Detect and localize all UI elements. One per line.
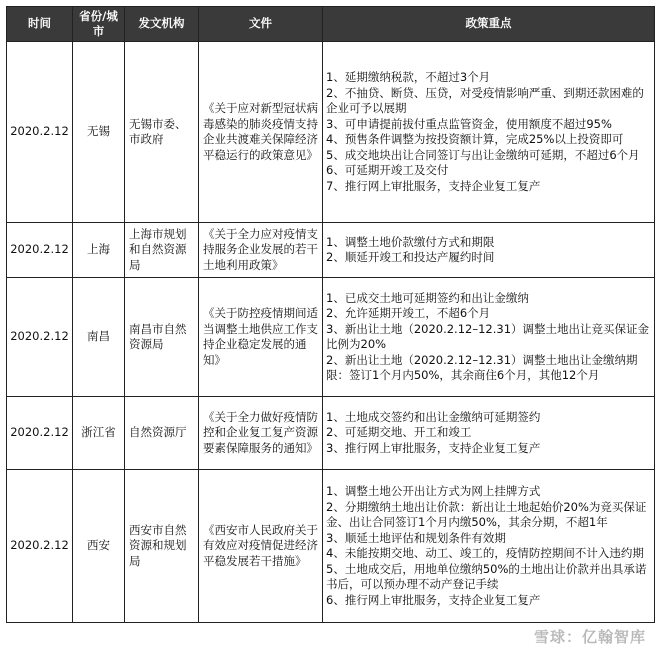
document-cell: 《西安市人民政府关于有效应对疫情促进经济平稳发展若干措施》 <box>199 470 323 623</box>
date-cell: 2020.2.12 <box>7 223 73 278</box>
date-cell: 2020.2.12 <box>7 470 73 623</box>
policy-point: 2、允许延期开竣工，不超6个月 <box>326 306 491 320</box>
agency-cell: 西安市自然资源和规划局 <box>125 470 199 623</box>
policy-point: 7、推行网上审批服务，支持企业复工复产 <box>326 178 541 193</box>
header-row <box>7 7 655 42</box>
city-cell: 上海 <box>73 223 125 278</box>
document-cell: 《关于防控疫情期间适当调整土地供应工作支持企业稳定发展的通知》 <box>199 278 323 397</box>
document-cell: 《关于全力做好疫情防控和企业复工复产资源要素保障服务的通知》 <box>199 397 323 470</box>
policy-point: 3、可申请提前拔付重点监管资金，使用额度不超过95% <box>326 116 612 131</box>
date-cell: 2020.2.12 <box>7 397 73 470</box>
header-agency: 发文机构 <box>125 7 199 42</box>
header-document: 文件 <box>199 7 323 42</box>
agency-cell: 自然资源厅 <box>125 397 199 470</box>
policy-table <box>6 6 655 623</box>
agency-cell: 无锡市委、市政府 <box>125 42 199 223</box>
policy-point: 1、已成交土地可延期签约和出让金缴纳 <box>326 290 529 305</box>
document-cell: 《关于全力应对疫情支持服务企业发展的若干土地利用政策》 <box>199 223 323 278</box>
policy-point: 3、新出让土地（2020.2.12–12.31）调整土地出让竞买保证金比例为20% <box>326 321 650 351</box>
points-cell <box>323 223 655 278</box>
policy-point: 1、调整土地价款缴付方式和期限 <box>326 234 495 249</box>
policy-point: 2、可延期交地、开工和竣工 <box>326 425 472 440</box>
city-cell: 浙江省 <box>73 397 125 470</box>
points-cell <box>323 42 655 223</box>
policy-point: 4、预售条件调整为按投资额计算，完成25%以上投资即可 <box>326 132 624 146</box>
policy-point: 3、顺延土地评估和规划条件有效期 <box>326 530 506 545</box>
policy-point: 4、未能按期交地、动工、竣工的，疫情防控期间不计入违约期 <box>326 546 644 560</box>
date-cell: 2020.2.12 <box>7 42 73 223</box>
policy-point: 2、新出让土地（2020.2.12–12.31）调整土地出让金缴纳期限：签订1个月内50%，其余商住6个月，其他12个月 <box>326 352 638 382</box>
header-date: 时间 <box>7 7 73 42</box>
city-cell: 无锡 <box>73 42 125 223</box>
points-cell <box>323 397 655 470</box>
policy-point: 2、顺延开竣工和投达产履约时间 <box>326 250 495 264</box>
header-city: 省份/城市 <box>73 7 125 42</box>
policy-point: 6、推行网上审批服务，支持企业复工复产 <box>326 592 541 607</box>
policy-point: 5、成交地块出让合同签订与出让金缴纳可延期，不超过6个月 <box>326 147 640 162</box>
policy-point: 1、调整土地公开出让方式为网上挂牌方式 <box>326 484 541 498</box>
points-cell <box>323 278 655 397</box>
policy-point: 5、土地成交后，用地单位缴纳50%的土地出让价款并出具承诺书后，可以预办理不动产登记手续 <box>326 561 647 591</box>
policy-point: 2、不抽贷、断贷、压贷，对受疫情影响严重、到期还款困难的企业可予以展期 <box>326 85 644 115</box>
table-row <box>7 223 655 278</box>
city-cell: 南昌 <box>73 278 125 397</box>
agency-cell: 上海市规划和自然资源局 <box>125 223 199 278</box>
city-cell: 西安 <box>73 470 125 623</box>
points-cell <box>323 470 655 623</box>
table-row <box>7 42 655 223</box>
watermark: 雪球：亿翰智库 <box>533 628 646 646</box>
table-row <box>7 397 655 470</box>
date-cell: 2020.2.12 <box>7 278 73 397</box>
policy-point: 2、分期缴纳土地出让价款：新出让土地起始价20%为竞买保证金、出让合同签订1个月内缴50%，其余分期，不超1年 <box>326 499 647 529</box>
header-points: 政策重点 <box>323 7 655 42</box>
policy-point: 3、推行网上审批服务，支持企业复工复产 <box>326 440 541 455</box>
table-row <box>7 470 655 623</box>
policy-point: 1、土地成交签约和出让金缴纳可延期签约 <box>326 409 541 424</box>
table-row <box>7 278 655 397</box>
agency-cell: 南昌市自然资源局 <box>125 278 199 397</box>
policy-point: 1、延期缴纳税款，不超过3个月 <box>326 70 491 84</box>
document-cell: 《关于应对新型冠状病毒感染的肺炎疫情支持企业共渡难关保障经济平稳运行的政策意见》 <box>199 42 323 223</box>
policy-point: 6、可延期开竣工及交付 <box>326 163 449 177</box>
